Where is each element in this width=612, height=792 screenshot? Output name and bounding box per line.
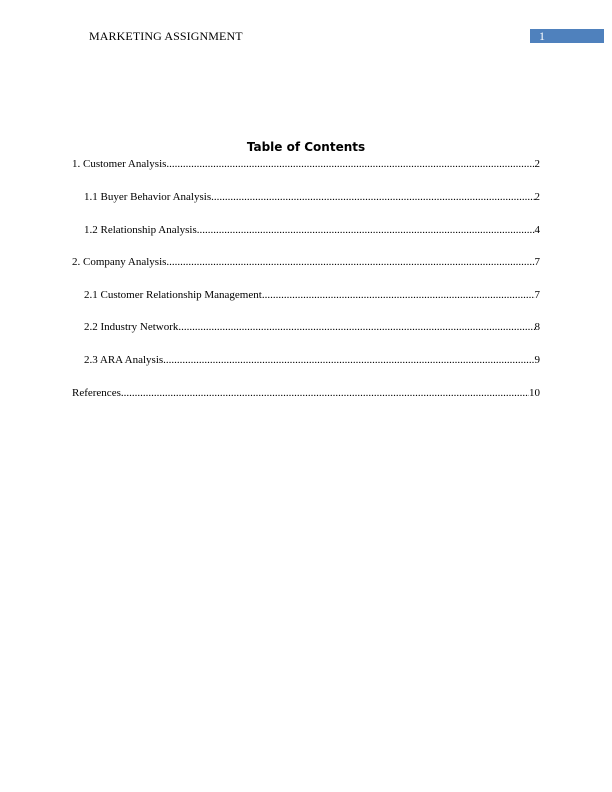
- toc-entry-label: 2.1 Customer Relationship Management: [84, 289, 262, 301]
- toc-entry-page: 9: [534, 354, 540, 366]
- toc-entry-label: 2.2 Industry Network: [84, 321, 179, 333]
- toc-dot-leader: [211, 191, 534, 204]
- toc-entry-buyer-behavior-analysis[interactable]: [84, 191, 540, 204]
- toc-dot-leader: [197, 224, 535, 237]
- toc-dot-leader: [163, 354, 534, 367]
- toc-entry-customer-relationship-management[interactable]: [84, 289, 540, 302]
- running-head-title: MARKETING ASSIGNMENT: [89, 29, 243, 43]
- page-number: 1: [539, 29, 545, 43]
- toc-entry-page: 2: [534, 191, 540, 203]
- toc-dot-leader: [166, 256, 534, 269]
- toc-entry-page: 7: [534, 289, 540, 301]
- toc-heading: Table of Contents: [246, 140, 366, 154]
- toc-entry-relationship-analysis[interactable]: [84, 224, 540, 237]
- toc-entry-label: 1. Customer Analysis: [72, 158, 167, 170]
- toc-entry-page: 2: [534, 158, 540, 170]
- toc-entry-ara-analysis[interactable]: [84, 354, 540, 367]
- toc-dot-leader: [178, 321, 534, 334]
- toc-entry-customer-analysis[interactable]: [72, 158, 540, 171]
- toc-entry-page: 10: [529, 387, 540, 399]
- toc-dot-leader: [121, 387, 529, 400]
- toc-entry-references[interactable]: [72, 387, 540, 400]
- toc-entry-page: 4: [534, 224, 540, 236]
- toc-entry-label: 2.3 ARA Analysis: [84, 354, 164, 366]
- toc-dot-leader: [262, 289, 535, 302]
- toc-dot-leader: [166, 158, 534, 171]
- toc-entry-company-analysis[interactable]: [72, 256, 540, 269]
- toc-entry-label: 1.2 Relationship Analysis: [84, 224, 197, 236]
- toc-entry-page: 8: [534, 321, 540, 333]
- toc-entry-label: References: [72, 387, 121, 399]
- toc-entry-industry-network[interactable]: [84, 321, 540, 334]
- toc-entry-page: 7: [534, 256, 540, 268]
- page-number-box: [530, 29, 604, 43]
- toc-entry-label: 2. Company Analysis: [72, 256, 167, 268]
- toc-entry-label: 1.1 Buyer Behavior Analysis: [84, 191, 212, 203]
